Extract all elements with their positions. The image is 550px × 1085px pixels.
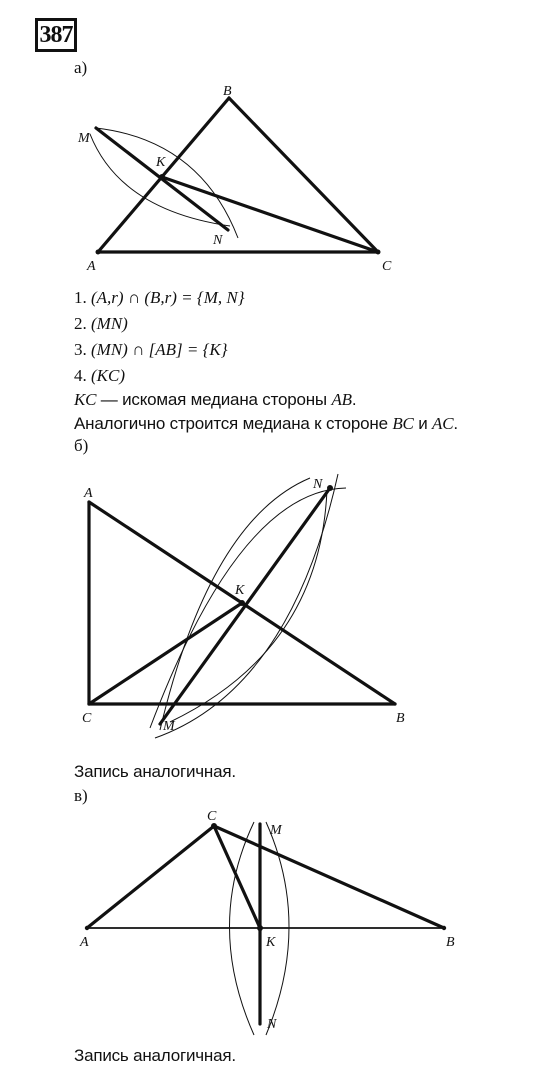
label-b-B: B	[396, 711, 405, 726]
step-2: 2. (MN)	[74, 314, 128, 333]
label-c-K: K	[266, 935, 276, 950]
point-k-dot-c	[257, 925, 263, 931]
part-c-note: Запись аналогичная.	[74, 1046, 236, 1065]
label-a-M: M	[78, 131, 90, 146]
median-ck-c	[214, 826, 260, 928]
point-a-dot-c	[85, 926, 89, 930]
label-c-A: A	[80, 935, 89, 950]
label-a-C: C	[382, 259, 392, 274]
label-a-B: B	[223, 84, 232, 99]
label-a-K: K	[156, 155, 166, 170]
label-b-N: N	[313, 477, 323, 492]
part-b-note: Запись аналогичная.	[74, 762, 236, 781]
result-line: KC — искомая медиана стороны AB.	[74, 390, 357, 409]
label-c-M: M	[270, 823, 282, 838]
label-c-N: N	[267, 1017, 277, 1032]
label-a-N: N	[213, 233, 223, 248]
step-3: 3. (MN) ∩ [AB] = {K}	[74, 340, 228, 359]
label-b-M: M	[163, 719, 175, 734]
part-a-label: а)	[74, 58, 88, 77]
label-b-C: C	[82, 711, 92, 726]
step-1: 1. (A,r) ∩ (B,r) = {M, N}	[74, 288, 245, 307]
label-c-C: C	[207, 809, 217, 824]
label-a-A: A	[87, 259, 96, 274]
point-b-dot-c	[442, 926, 446, 930]
part-c-label: в)	[74, 786, 88, 805]
side-cb-c	[214, 826, 444, 928]
part-b-label: б)	[74, 436, 89, 455]
side-ac-c	[87, 826, 214, 928]
label-b-A: A	[84, 486, 93, 501]
problem-number: 387	[39, 22, 73, 48]
label-b-K: K	[235, 583, 245, 598]
similar-line: Аналогично строится медиана к стороне BC и AC.	[74, 414, 458, 433]
step-4: 4. (KC)	[74, 366, 125, 385]
label-c-B: B	[446, 935, 455, 950]
